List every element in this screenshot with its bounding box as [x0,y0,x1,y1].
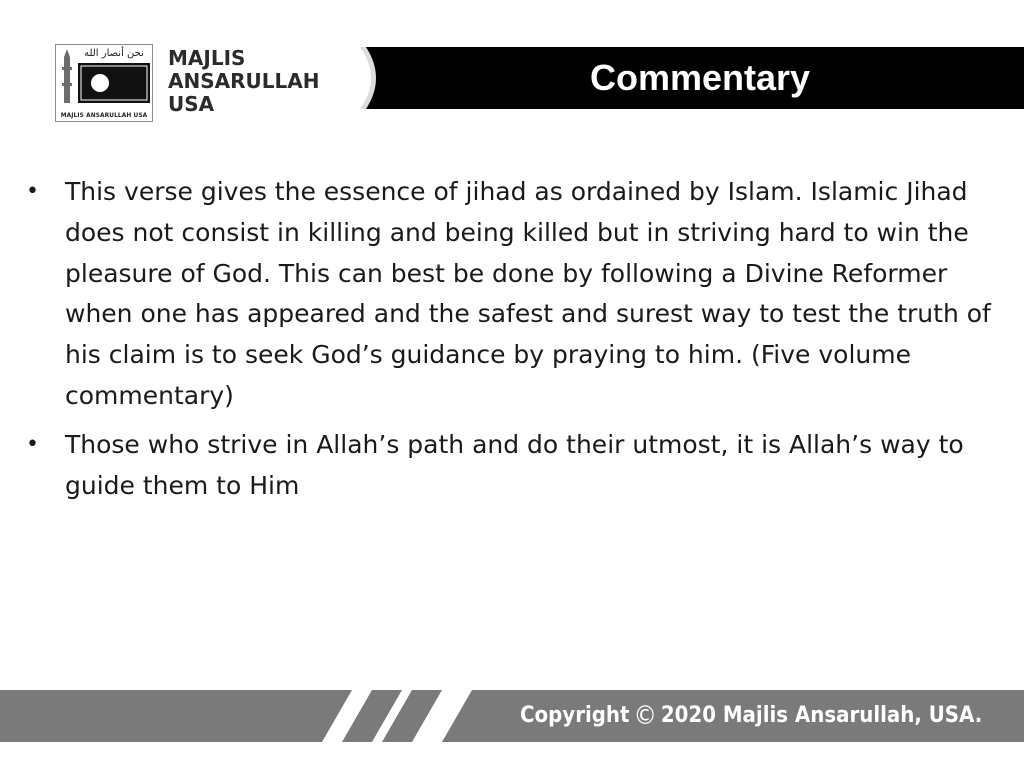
copyright-word: Copyright [520,703,630,728]
footer-bar [0,690,1024,742]
list-item [26,425,996,507]
list-item [26,172,996,417]
title-banner [360,47,1024,109]
logo-emblem [55,44,153,122]
bullet-icon: • [26,431,39,457]
bullet-icon: • [26,179,39,204]
organization-name-line: MAJLIS [168,46,246,70]
copyright-notice [520,690,982,742]
page-title: Commentary [589,57,811,98]
bullet-list [26,172,996,514]
organization-name-line: USA [168,92,215,116]
bullet-text: This verse gives the essence of jihad as ordained by Islam. Islamic Jihad does not consist in killing and being killed but in striving hard to win the pleasure of God. This can best be done by following a Divine Reformer when one has appeared and the safest and surest way to test the truth of his claim is to seek God’s guidance by praying to him. (Five volume commentary) [65,177,991,410]
copyright-icon: © [633,701,657,731]
logo-arabic-text: نحن أنصار الله [84,48,144,59]
copyright-year: 2020 [660,703,716,728]
logo-badge-text: MAJLIS ANSARULLAH USA [60,111,148,119]
flag-icon [78,63,150,103]
organization-logo [55,44,345,124]
organization-name [168,47,319,116]
organization-name-line: ANSARULLAH [168,69,320,93]
minaret-icon [60,49,74,105]
bullet-text: Those who strive in Allah’s path and do their utmost, it is Allah’s way to guide them to Him [65,429,964,500]
copyright-owner: Majlis Ansarullah, USA. [722,703,983,728]
